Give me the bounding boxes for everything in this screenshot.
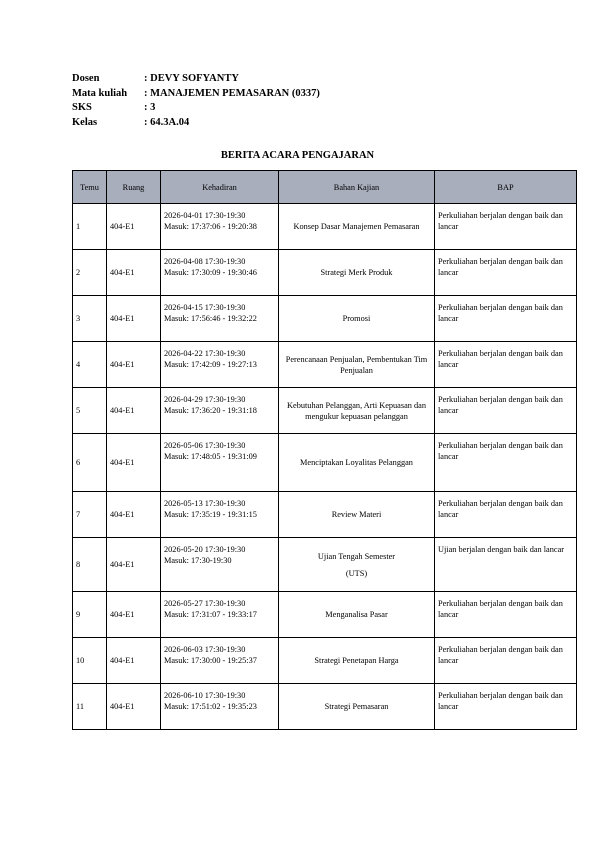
table-row: [73, 250, 577, 296]
cell-jadwal: 2026-06-03 17:30-19:30: [164, 645, 246, 654]
cell-masuk: Masuk: 17:30:00 - 19:25:37: [164, 656, 257, 665]
cell-jadwal: 2026-06-10 17:30-19:30: [164, 691, 246, 700]
cell-ruang: 404-E1: [107, 492, 161, 538]
attendance-table: [72, 170, 577, 730]
cell-masuk: Masuk: 17:36:20 - 19:31:18: [164, 406, 257, 415]
cell-ruang: 404-E1: [107, 638, 161, 684]
cell-ruang: 404-E1: [107, 684, 161, 730]
bahan-text: Ujian Tengah Semester: [317, 551, 396, 561]
cell-jadwal: 2026-04-29 17:30-19:30: [164, 395, 246, 404]
cell-masuk: Masuk: 17:56:46 - 19:32:22: [164, 314, 257, 323]
cell-kehadiran: [161, 592, 279, 638]
cell-bap: Perkuliahan berjalan dengan baik dan lancar: [435, 492, 577, 538]
matkul-label: Mata kuliah: [72, 87, 128, 99]
table-row: [73, 538, 577, 592]
table-row: [73, 388, 577, 434]
cell-jadwal: 2026-05-06 17:30-19:30: [164, 441, 246, 450]
cell-kehadiran: [161, 204, 279, 250]
bahan-text: Strategi Penetapan Harga: [314, 656, 399, 665]
cell-ruang: 404-E1: [107, 388, 161, 434]
cell-bahan-kajian: [279, 296, 435, 342]
cell-bahan-kajian: [279, 342, 435, 388]
bahan-text: Menganalisa Pasar: [325, 610, 388, 619]
cell-kehadiran: [161, 250, 279, 296]
cell-bahan-kajian: [279, 204, 435, 250]
bahan-extra: (UTS): [345, 568, 368, 578]
table-row: [73, 296, 577, 342]
dosen-value: : DEVY SOFYANTY: [144, 73, 239, 84]
cell-bahan-kajian: [279, 388, 435, 434]
bahan-text: Strategi Pemasaran: [324, 702, 389, 711]
cell-temu: 2: [73, 250, 107, 296]
sks-value: : 3: [144, 102, 156, 113]
cell-ruang: 404-E1: [107, 538, 161, 592]
cell-bap: Perkuliahan berjalan dengan baik dan lancar: [435, 388, 577, 434]
cell-ruang: 404-E1: [107, 592, 161, 638]
cell-temu: 4: [73, 342, 107, 388]
cell-jadwal: 2026-04-22 17:30-19:30: [164, 349, 246, 358]
cell-temu: 5: [73, 388, 107, 434]
cell-ruang: 404-E1: [107, 342, 161, 388]
kelas-label: Kelas: [72, 116, 98, 128]
bahan-text: Konsep Dasar Manajemen Pemasaran: [293, 222, 420, 231]
info-row-kelas: [72, 116, 320, 131]
cell-kehadiran: [161, 638, 279, 684]
cell-bahan-kajian: [279, 434, 435, 492]
sks-label: SKS: [72, 102, 92, 113]
cell-bap: Perkuliahan berjalan dengan baik dan lancar: [435, 342, 577, 388]
dosen-label: Dosen: [72, 73, 100, 84]
table-row: [73, 684, 577, 730]
cell-masuk: Masuk: 17:37:06 - 19:20:38: [164, 222, 257, 231]
kelas-value: : 64.3A.04: [144, 116, 190, 128]
bahan-text: Kebutuhan Pelanggan, Arti Kepuasan dan mengukur kepuasan pelanggan: [287, 400, 426, 421]
cell-bap: Ujian berjalan dengan baik dan lancar: [435, 538, 577, 592]
cell-jadwal: 2026-04-01 17:30-19:30: [164, 211, 246, 220]
cell-masuk: Masuk: 17:42:09 - 19:27:13: [164, 360, 257, 369]
cell-kehadiran: [161, 342, 279, 388]
cell-jadwal: 2026-05-20 17:30-19:30: [164, 545, 246, 554]
cell-kehadiran: [161, 492, 279, 538]
cell-bap: Perkuliahan berjalan dengan baik dan lancar: [435, 204, 577, 250]
cell-bap: Perkuliahan berjalan dengan baik dan lancar: [435, 434, 577, 492]
table-row: [73, 492, 577, 538]
cell-kehadiran: [161, 434, 279, 492]
cell-bahan-kajian: [279, 250, 435, 296]
cell-bahan-kajian: [279, 684, 435, 730]
table-row: [73, 638, 577, 684]
bahan-text: Review Materi: [331, 510, 382, 519]
cell-temu: 10: [73, 638, 107, 684]
cell-masuk: Masuk: 17:51:02 - 19:35:23: [164, 702, 257, 711]
header-bap: BAP: [435, 171, 577, 204]
cell-bap: Perkuliahan berjalan dengan baik dan lancar: [435, 684, 577, 730]
table-row: [73, 204, 577, 250]
cell-temu: 7: [73, 492, 107, 538]
header-bahan-kajian: Bahan Kajian: [279, 171, 435, 204]
cell-bahan-kajian: [279, 592, 435, 638]
cell-jadwal: 2026-04-08 17:30-19:30: [164, 257, 246, 266]
cell-bap: Perkuliahan berjalan dengan baik dan lancar: [435, 592, 577, 638]
cell-masuk: Masuk: 17:31:07 - 19:33:17: [164, 610, 257, 619]
table-row: [73, 434, 577, 492]
cell-bahan-kajian: [279, 492, 435, 538]
info-row-dosen: [72, 72, 320, 87]
bahan-text: Promosi: [342, 314, 371, 323]
cell-masuk: Masuk: 17:35:19 - 19:31:15: [164, 510, 257, 519]
header-kehadiran: Kehadiran: [161, 171, 279, 204]
cell-bap: Perkuliahan berjalan dengan baik dan lancar: [435, 296, 577, 342]
cell-bahan-kajian: [279, 638, 435, 684]
cell-jadwal: 2026-04-15 17:30-19:30: [164, 303, 246, 312]
info-row-sks: [72, 101, 320, 116]
cell-masuk: Masuk: 17:30:09 - 19:30:46: [164, 268, 257, 277]
table-row: [73, 342, 577, 388]
cell-ruang: 404-E1: [107, 296, 161, 342]
bahan-text: Strategi Merk Produk: [320, 268, 393, 277]
info-row-matkul: [72, 87, 320, 102]
cell-kehadiran: [161, 296, 279, 342]
cell-temu: 11: [73, 684, 107, 730]
cell-temu: 9: [73, 592, 107, 638]
table-header-row: [73, 171, 577, 204]
cell-ruang: 404-E1: [107, 434, 161, 492]
cell-temu: 3: [73, 296, 107, 342]
cell-kehadiran: [161, 538, 279, 592]
cell-masuk: Masuk: 17:30-19:30: [164, 556, 232, 565]
cell-bap: Perkuliahan berjalan dengan baik dan lancar: [435, 250, 577, 296]
cell-temu: 8: [73, 538, 107, 592]
bahan-text: Perencanaan Penjualan, Pembentukan Tim Penjualan: [285, 354, 428, 375]
header-ruang: Ruang: [107, 171, 161, 204]
course-info: [72, 72, 320, 130]
document-title: BERITA ACARA PENGAJARAN: [220, 150, 375, 161]
cell-bahan-kajian: [279, 538, 435, 592]
cell-jadwal: 2026-05-27 17:30-19:30: [164, 599, 246, 608]
cell-temu: 6: [73, 434, 107, 492]
cell-ruang: 404-E1: [107, 250, 161, 296]
cell-jadwal: 2026-05-13 17:30-19:30: [164, 499, 246, 508]
cell-kehadiran: [161, 388, 279, 434]
cell-ruang: 404-E1: [107, 204, 161, 250]
cell-masuk: Masuk: 17:48:05 - 19:31:09: [164, 452, 257, 461]
bahan-text: Menciptakan Loyalitas Pelanggan: [300, 458, 413, 467]
cell-kehadiran: [161, 684, 279, 730]
table-row: [73, 592, 577, 638]
cell-temu: 1: [73, 204, 107, 250]
matkul-value: : MANAJEMEN PEMASARAN (0337): [144, 87, 320, 99]
cell-bap: Perkuliahan berjalan dengan baik dan lancar: [435, 638, 577, 684]
header-temu: Temu: [73, 171, 107, 204]
